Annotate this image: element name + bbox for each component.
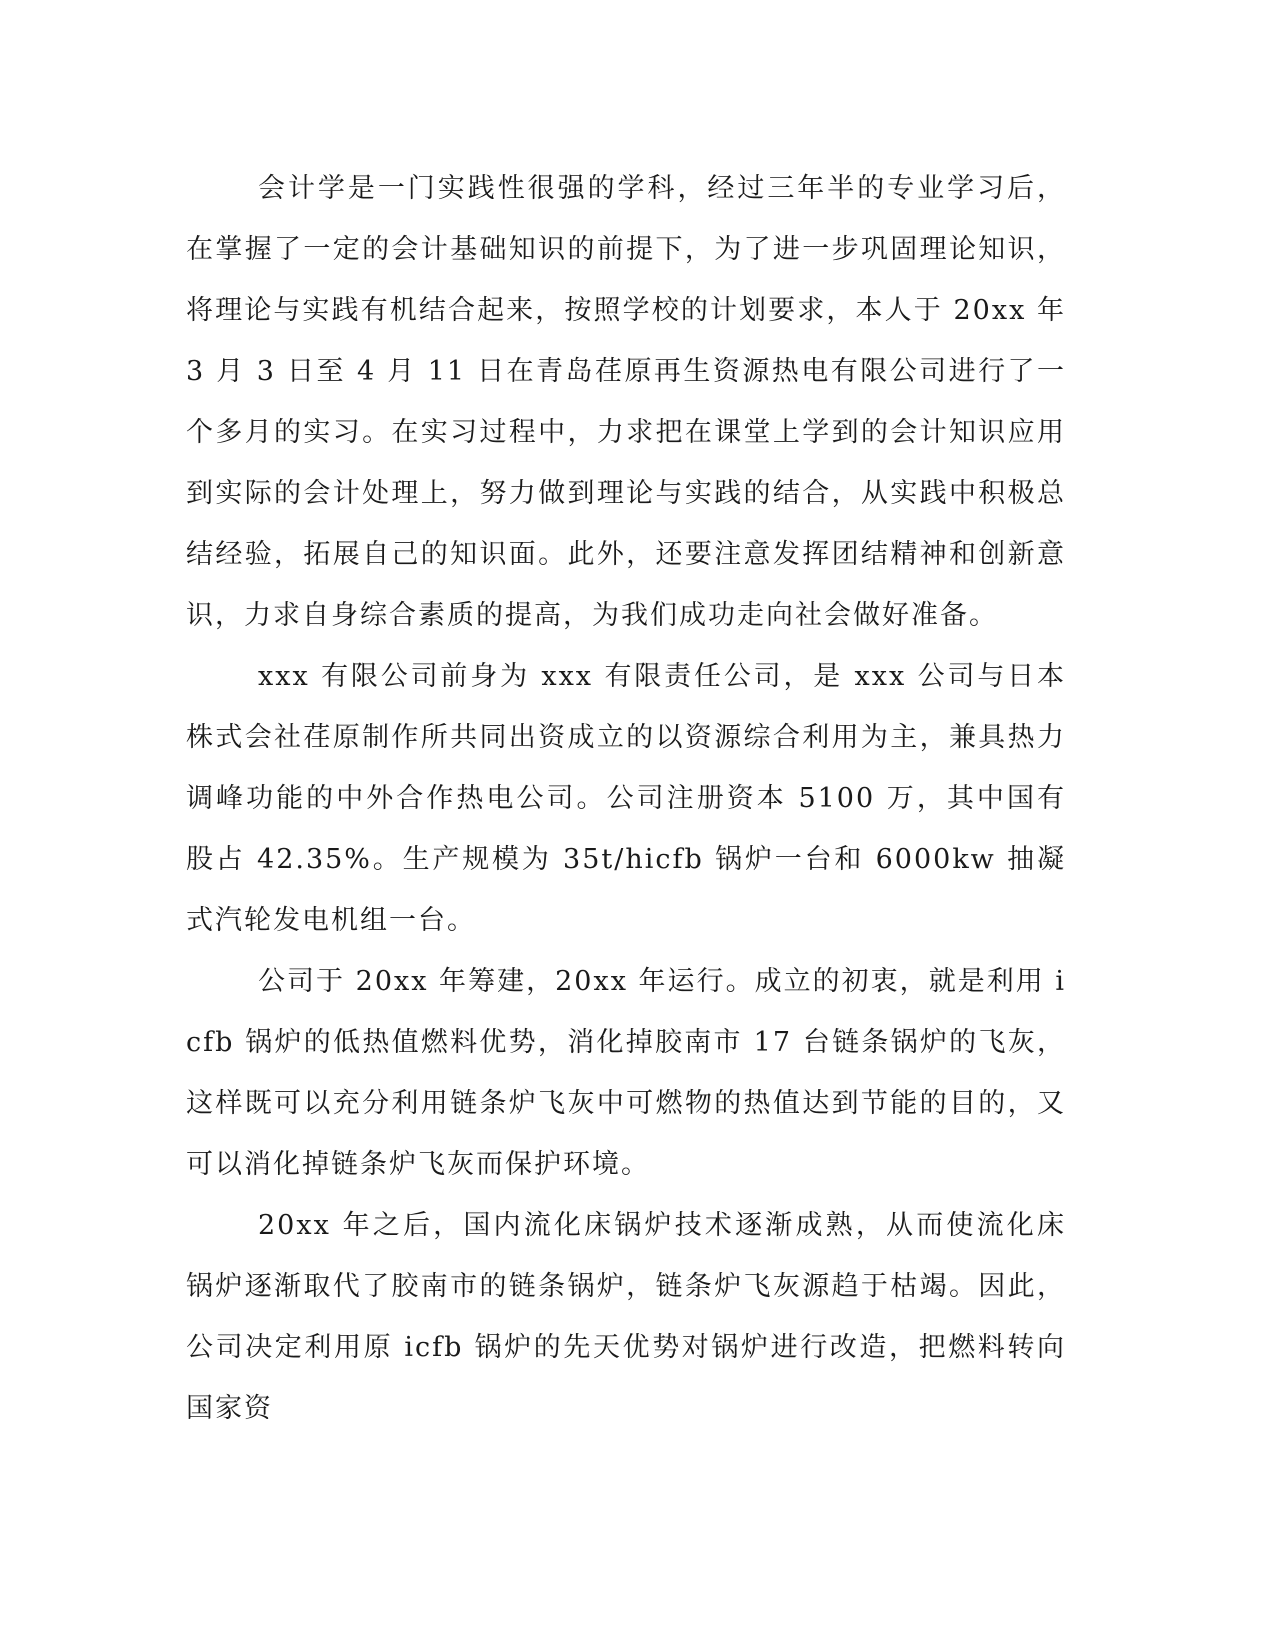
document-body	[186, 158, 1066, 1439]
paragraph-company-history: 公司于 20xx 年筹建，20xx 年运行。成立的初衷，就是利用 icfb 锅炉的低热值燃料优势，消化掉胶南市 17 台链条锅炉的飞灰，这样既可以充分利用链条炉飞灰中可燃物的热值达到节能的目的，又可以消化掉链条炉飞灰而保护环境。	[186, 966, 1066, 1180]
paragraph-company-profile: xxx 有限公司前身为 xxx 有限责任公司，是 xxx 公司与日本株式会社荏原制作所共同出资成立的以资源综合利用为主，兼具热力调峰功能的中外合作热电公司。公司注册资本 5100 万，其中国有股占 42.35%。生产规模为 35t/hicfb 锅炉一台和 6000kw 抽凝式汽轮发电机组一台。	[186, 661, 1066, 936]
paragraph-boiler-retrofit: 20xx 年之后，国内流化床锅炉技术逐渐成熟，从而使流化床锅炉逐渐取代了胶南市的链条锅炉，链条炉飞灰源趋于枯竭。因此，公司决定利用原 icfb 锅炉的先天优势对锅炉进行改造，把燃料转向国家资	[186, 1210, 1066, 1424]
paragraph-internship-intro: 会计学是一门实践性很强的学科，经过三年半的专业学习后，在掌握了一定的会计基础知识的前提下，为了进一步巩固理论知识，将理论与实践有机结合起来，按照学校的计划要求，本人于 20xx 年 3 月 3 日至 4 月 11 日在青岛荏原再生资源热电有限公司进行了一个多月的实习。在实习过程中，力求把在课堂上学到的会计知识应用到实际的会计处理上，努力做到理论与实践的结合，从实践中积极总结经验，拓展自己的知识面。此外，还要注意发挥团结精神和创新意识，力求自身综合素质的提高，为我们成功走向社会做好准备。	[186, 173, 1066, 631]
